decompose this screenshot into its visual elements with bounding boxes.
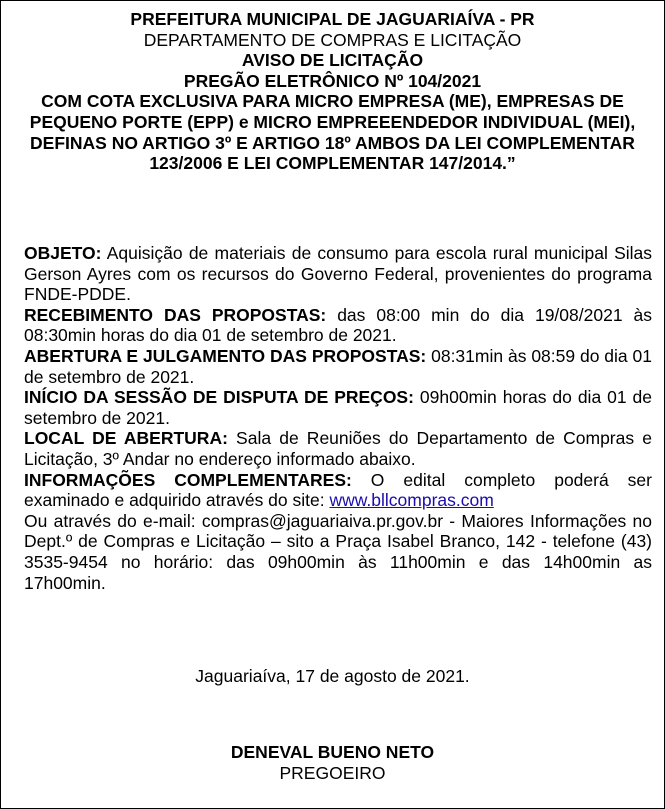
notice-body bbox=[24, 243, 652, 593]
abertura-label: ABERTURA E JULGAMENTO DAS PROPOSTAS: bbox=[24, 345, 427, 366]
local-text: Sala de Reuniões do Departamento de Compras e Licitação, 3º Andar no endereço informado abaixo. bbox=[24, 428, 652, 469]
inicio-text: 09h00min horas do dia 01 de setembro de 2021. bbox=[24, 387, 652, 428]
municipality-title: PREFEITURA MUNICIPAL DE JAGUARIAÍVA - PR bbox=[130, 9, 535, 29]
objeto-text: Aquisição de materiais de consumo para escola rural municipal Silas Gerson Ayres com os recursos do Governo Federal, provenientes do programa FNDE-PDDE. bbox=[24, 243, 652, 305]
notice-header bbox=[9, 9, 656, 174]
objeto-label: OBJETO: bbox=[24, 243, 102, 263]
local-paragraph bbox=[24, 428, 652, 469]
inicio-paragraph bbox=[24, 387, 652, 428]
notice-type-title: AVISO DE LICITAÇÃO bbox=[241, 50, 424, 71]
department-title: DEPARTAMENTO DE COMPRAS E LICITAÇÃO bbox=[143, 29, 522, 50]
edital-site-link[interactable]: www.bllcompras.com bbox=[329, 490, 494, 511]
recebimento-label: RECEBIMENTO DAS PROPOSTAS: bbox=[24, 304, 327, 325]
place-date: Jaguariaíva, 17 de agosto de 2021. bbox=[195, 666, 470, 686]
signature-block bbox=[1, 742, 664, 783]
local-label: LOCAL DE ABERTURA: bbox=[24, 428, 228, 449]
auction-number-title: PREGÃO ELETRÔNICO Nº 104/2021 bbox=[183, 70, 482, 91]
abertura-paragraph bbox=[24, 346, 652, 387]
objeto-paragraph bbox=[24, 243, 652, 305]
inicio-label: INÍCIO DA SESSÃO DE DISPUTA DE PREÇOS: bbox=[24, 387, 414, 408]
info-paragraph bbox=[24, 470, 652, 511]
contato-paragraph: Ou através do e-mail: compras@jaguariaiva.pr.gov.br - Maiores Informações no Dept.º de Compras e Licitação – sito a Praça Isabel Branco, 142 - telefone (43) 3535-9454 no horário: das 09h00min às 11h00min e das 14h00min as 17h00min. bbox=[24, 510, 652, 593]
quota-statement: COM COTA EXCLUSIVA PARA MICRO EMPRESA (ME), EMPRESAS DE PEQUENO PORTE (EPP) e MICRO EMPREEENDEDOR INDIVIDUAL (MEI), DEFINAS NO ARTIGO 3º E ARTIGO 18º AMBOS DA LEI COMPLEMENTAR 123/2006 E LEI COMPLEMENTAR 147/2014.” bbox=[29, 91, 636, 174]
signer-role: PREGOEIRO bbox=[279, 762, 386, 783]
abertura-text: 08:31min às 08:59 do dia 01 de setembro de 2021. bbox=[24, 345, 652, 387]
info-label: INFORMAÇÕES COMPLEMENTARES: bbox=[24, 469, 352, 490]
info-text: O edital completo poderá ser examinado e adquirido através do site: bbox=[24, 469, 652, 511]
recebimento-text: das 08:00 min do dia 19/08/2021 às 08:30min horas do dia 01 de setembro de 2021. bbox=[24, 304, 652, 346]
signer-name: DENEVAL BUENO NETO bbox=[230, 742, 435, 762]
recebimento-paragraph bbox=[24, 305, 652, 346]
